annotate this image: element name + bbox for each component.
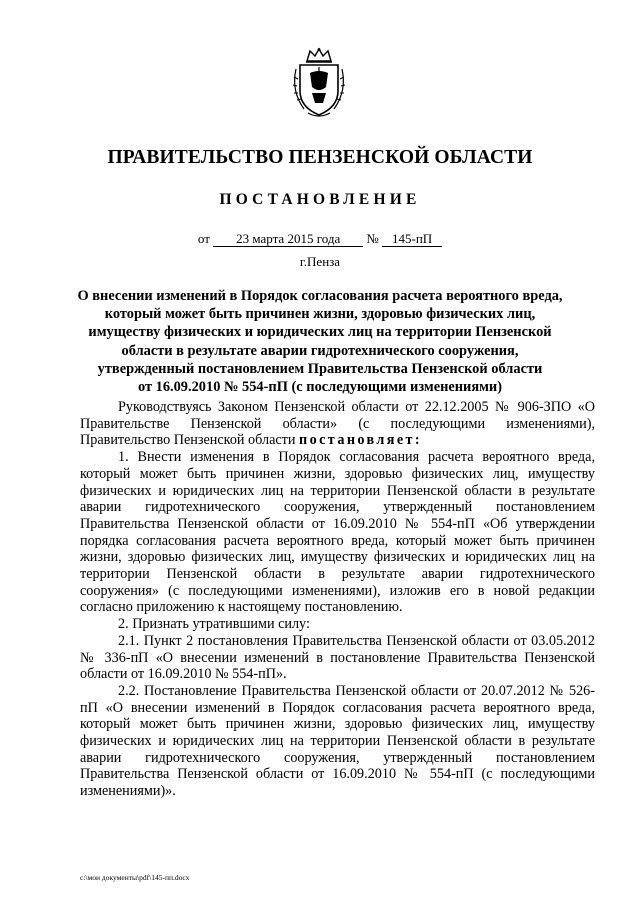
title-line: области в результате аварии гидротехнического сооружения, <box>121 342 519 359</box>
item-1-paragraph: 1. Внести изменения в Порядок согласования расчета вероятного вреда, который может быть причинен жизни, здоровью физических лиц, имуществу физических и юридических лиц на территории Пензенской области в результате аварии гидротехнического сооружения, утвержденный постановлением Правительства Пензенской области от 16.09.2010 № 554-пП «Об утверждении порядка согласования расчета вероятного вреда, который может быть причинен жизни, здоровью физических лиц, имуществу физических и юридических лиц на территории Пензенской области в результате аварии гидротехнического сооружения» (с последующими изменениями), изложив его в новой редакции согласно приложению к настоящему постановлению. <box>80 449 595 616</box>
document-body <box>80 399 595 800</box>
item-2-1-paragraph: 2.1. Пункт 2 постановления Правительства Пензенской области от 03.05.2012 № 336-пП «О внесении изменений в постановление Правительства Пензенской области от 16.09.2010 № 554-пП». <box>80 632 595 683</box>
government-name: ПРАВИТЕЛЬСТВО ПЕНЗЕНСКОЙ ОБЛАСТИ <box>107 147 533 168</box>
document-title <box>70 287 570 396</box>
preamble-text: Руководствуясь Законом Пензенской области от 22.12.2005 № 906-ЗПО «О Правительстве Пензенской области» (с последующими изменениями), Правительство Пензенской области <box>80 399 595 449</box>
resolves-keyword: постановляет: <box>299 432 423 449</box>
title-line: который может быть причинен жизни, здоровью физических лиц, <box>104 306 536 323</box>
document-type: ПОСТАНОВЛЕНИЕ <box>219 191 421 208</box>
date-number-line <box>0 231 640 247</box>
document-date: 23 марта 2015 года <box>213 232 363 247</box>
date-prefix: от <box>197 231 210 246</box>
title-line: имуществу физических и юридических лиц на территории Пензенской <box>88 324 552 341</box>
city: г.Пенза <box>299 254 341 269</box>
preamble-paragraph <box>80 399 595 449</box>
coat-of-arms-icon <box>290 47 348 119</box>
item-2-2-paragraph: 2.2. Постановление Правительства Пензенской области от 20.07.2012 № 526-пП «О внесении изменений в Порядок согласования расчета вероятного вреда, который может быть причинен жизни, здоровью физических лиц, имуществу физических и юридических лиц на территории Пензенской области в результате аварии гидротехнического сооружения, утвержденный постановлением Правительства Пензенской области от 16.09.2010 № 554-пП (с последующими изменениями)». <box>80 682 595 800</box>
title-line: утвержденный постановлением Правительства Пензенской области <box>97 360 543 377</box>
item-2-paragraph: 2. Признать утратившими силу: <box>118 616 310 633</box>
document-number: 145-пП <box>382 232 442 247</box>
file-path-footer: c:\мои документы\pdf\145-пп.docx <box>80 873 190 882</box>
number-sign: № <box>366 231 379 246</box>
title-line: от 16.09.2010 № 554-пП (с последующими изменениями) <box>137 379 503 396</box>
title-line: О внесении изменений в Порядок согласования расчета вероятного вреда, <box>77 288 563 304</box>
